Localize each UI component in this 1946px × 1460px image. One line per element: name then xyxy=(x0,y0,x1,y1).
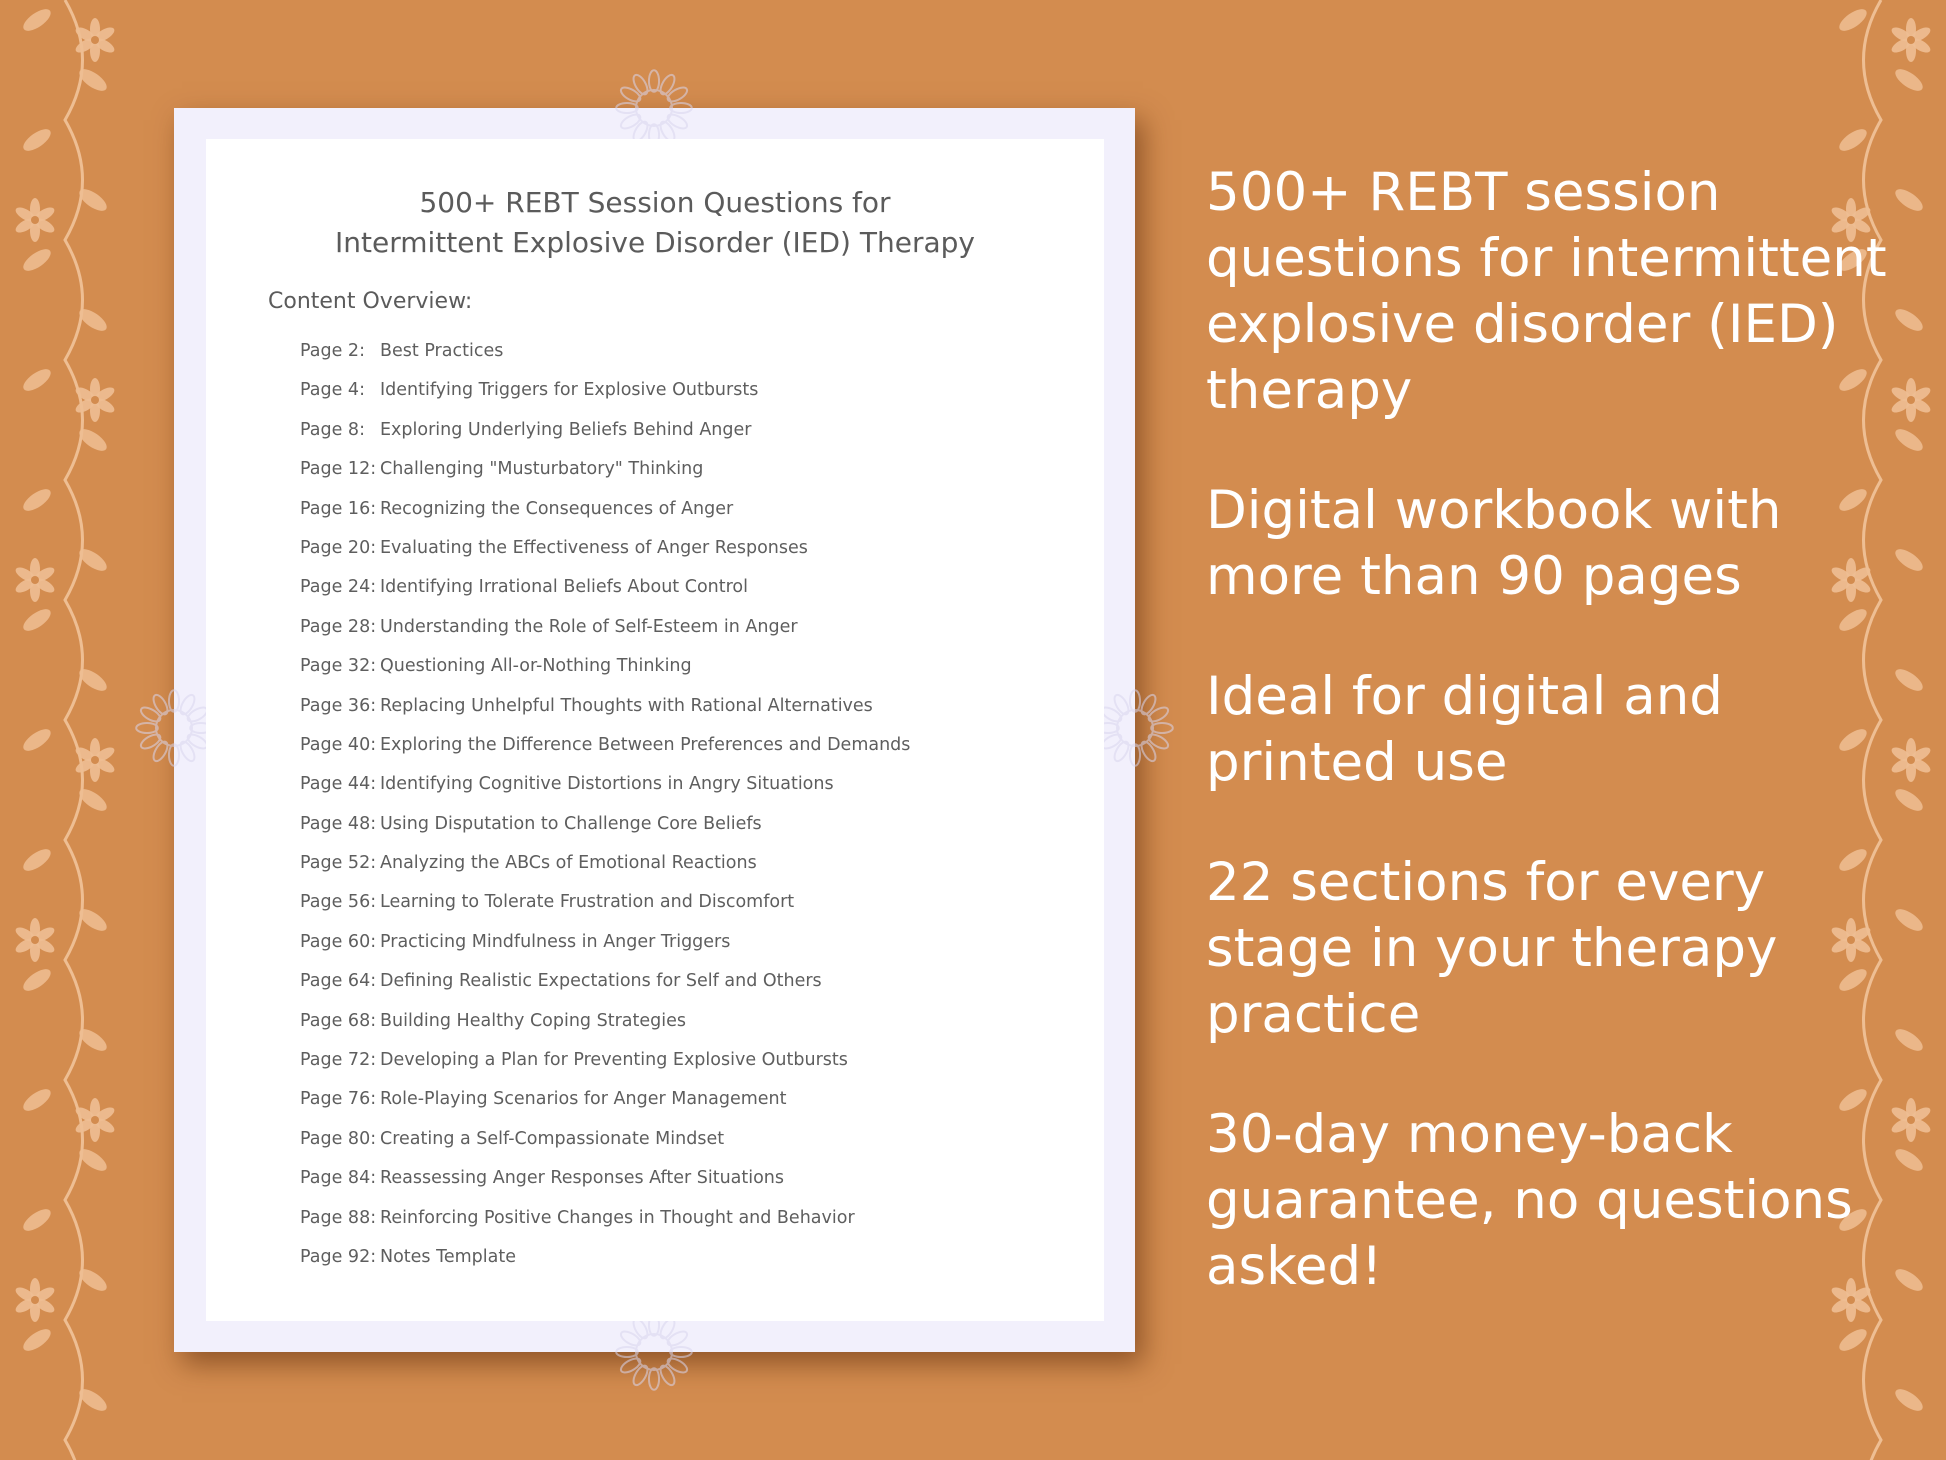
toc-item xyxy=(300,969,910,1008)
feature-text: Digital workbook with more than 90 pages xyxy=(1206,480,1782,607)
toc-item xyxy=(300,378,910,417)
toc-section-title: Defining Realistic Expectations for Self and Others xyxy=(380,971,822,992)
toc-section-title: Building Healthy Coping Strategies xyxy=(380,1010,686,1031)
toc-page-number: Page 60: xyxy=(300,931,377,952)
toc-item xyxy=(300,694,910,733)
toc-item xyxy=(300,615,910,654)
mandala-right-icon xyxy=(1095,578,1175,878)
toc-section-title: Reassessing Anger Responses After Situations xyxy=(380,1168,785,1189)
toc-page-number: Page 68: xyxy=(300,1010,377,1031)
toc-page-number: Page 72: xyxy=(300,1050,377,1071)
feature-text: 22 sections for every stage in your therapy practice xyxy=(1206,852,1778,1045)
toc-item xyxy=(300,1009,910,1048)
toc-section-title: Best Practices xyxy=(380,341,504,361)
toc-page-number: Page 24: xyxy=(300,577,377,598)
toc-section-title: Developing a Plan for Preventing Explosive Outbursts xyxy=(380,1050,848,1071)
toc-page-number: Page 12: xyxy=(300,459,377,480)
toc-section-title: Questioning All-or-Nothing Thinking xyxy=(380,656,692,677)
document-title xyxy=(206,183,1104,263)
toc-section-title: Understanding the Role of Self-Esteem in Anger xyxy=(380,616,798,637)
toc-page-number: Page 44: xyxy=(300,774,377,795)
toc-section-title: Creating a Self-Compassionate Mindset xyxy=(380,1128,725,1149)
toc-page-number: Page 8: xyxy=(300,419,365,440)
feature-text: 30-day money-back guarantee, no questions asked! xyxy=(1206,1104,1853,1297)
toc-page-number: Page 80: xyxy=(300,1128,377,1149)
toc-section-title: Using Disputation to Challenge Core Beliefs xyxy=(380,813,762,834)
toc-section-title: Practicing Mindfulness in Anger Triggers xyxy=(380,931,731,952)
toc-page-number: Page 88: xyxy=(300,1207,377,1228)
toc-page-number: Page 64: xyxy=(300,971,377,992)
toc-item xyxy=(300,890,910,929)
toc-page-number: Page 20: xyxy=(300,537,377,558)
toc-page-number: Page 4: xyxy=(300,380,365,401)
feature-text: 500+ REBT session questions for intermittent explosive disorder (IED) therapy xyxy=(1206,162,1887,421)
toc-item xyxy=(300,339,910,378)
toc-page-number: Page 32: xyxy=(300,656,377,677)
toc-section-title: Notes Template xyxy=(380,1246,516,1267)
toc-page-number: Page 36: xyxy=(300,695,377,716)
mandala-top-icon xyxy=(504,68,804,148)
toc-section-title: Analyzing the ABCs of Emotional Reactions xyxy=(380,853,757,874)
toc-item xyxy=(300,1127,910,1166)
toc-item xyxy=(300,575,910,614)
toc-page-number: Page 52: xyxy=(300,853,377,874)
document-title-line2: Intermittent Explosive Disorder (IED) Therapy xyxy=(335,226,975,259)
feature-list xyxy=(1206,160,1906,1354)
toc-item xyxy=(300,1166,910,1205)
toc-section-title: Challenging "Musturbatory" Thinking xyxy=(380,459,704,480)
toc-page-number: Page 92: xyxy=(300,1246,377,1267)
toc-item xyxy=(300,1245,910,1284)
toc-page-number: Page 84: xyxy=(300,1168,377,1189)
toc-item xyxy=(300,851,910,890)
toc-page-number: Page 28: xyxy=(300,616,377,637)
toc-page-number: Page 76: xyxy=(300,1089,377,1110)
toc-page-number: Page 48: xyxy=(300,813,377,834)
toc-item xyxy=(300,418,910,457)
toc-item xyxy=(300,733,910,772)
document-title-line1: 500+ REBT Session Questions for xyxy=(419,186,891,219)
toc-page-number: Page 2: xyxy=(300,341,365,361)
mandala-bottom-icon xyxy=(504,1312,804,1392)
mandala-left-icon xyxy=(134,578,214,878)
toc-section-title: Exploring Underlying Beliefs Behind Anger xyxy=(380,419,752,440)
toc-item xyxy=(300,497,910,536)
toc-item xyxy=(300,772,910,811)
workbook-page-preview xyxy=(174,108,1135,1352)
toc-section-title: Replacing Unhelpful Thoughts with Rational Alternatives xyxy=(380,695,873,716)
toc-item xyxy=(300,536,910,575)
toc-section-title: Reinforcing Positive Changes in Thought and Behavior xyxy=(380,1207,855,1228)
toc-item xyxy=(300,457,910,496)
table-of-contents xyxy=(300,339,910,1284)
toc-item xyxy=(300,654,910,693)
toc-section-title: Evaluating the Effectiveness of Anger Responses xyxy=(380,537,808,558)
content-overview-label: Content Overview: xyxy=(268,289,473,314)
toc-section-title: Identifying Irrational Beliefs About Control xyxy=(380,577,748,598)
toc-item xyxy=(300,1206,910,1245)
toc-section-title: Recognizing the Consequences of Anger xyxy=(380,498,734,519)
toc-section-title: Role-Playing Scenarios for Anger Management xyxy=(380,1089,787,1110)
page-content xyxy=(206,139,1104,1321)
toc-item xyxy=(300,930,910,969)
toc-page-number: Page 56: xyxy=(300,892,377,913)
toc-page-number: Page 40: xyxy=(300,734,377,755)
floral-vine-left-icon xyxy=(0,0,130,1460)
feature-text: Ideal for digital and printed use xyxy=(1206,666,1723,793)
toc-section-title: Learning to Tolerate Frustration and Discomfort xyxy=(380,892,795,913)
toc-section-title: Exploring the Difference Between Preferences and Demands xyxy=(380,734,911,755)
toc-section-title: Identifying Triggers for Explosive Outbursts xyxy=(380,380,759,401)
toc-item xyxy=(300,812,910,851)
toc-item xyxy=(300,1048,910,1087)
toc-section-title: Identifying Cognitive Distortions in Angry Situations xyxy=(380,774,834,795)
toc-page-number: Page 16: xyxy=(300,498,377,519)
toc-item xyxy=(300,1087,910,1126)
